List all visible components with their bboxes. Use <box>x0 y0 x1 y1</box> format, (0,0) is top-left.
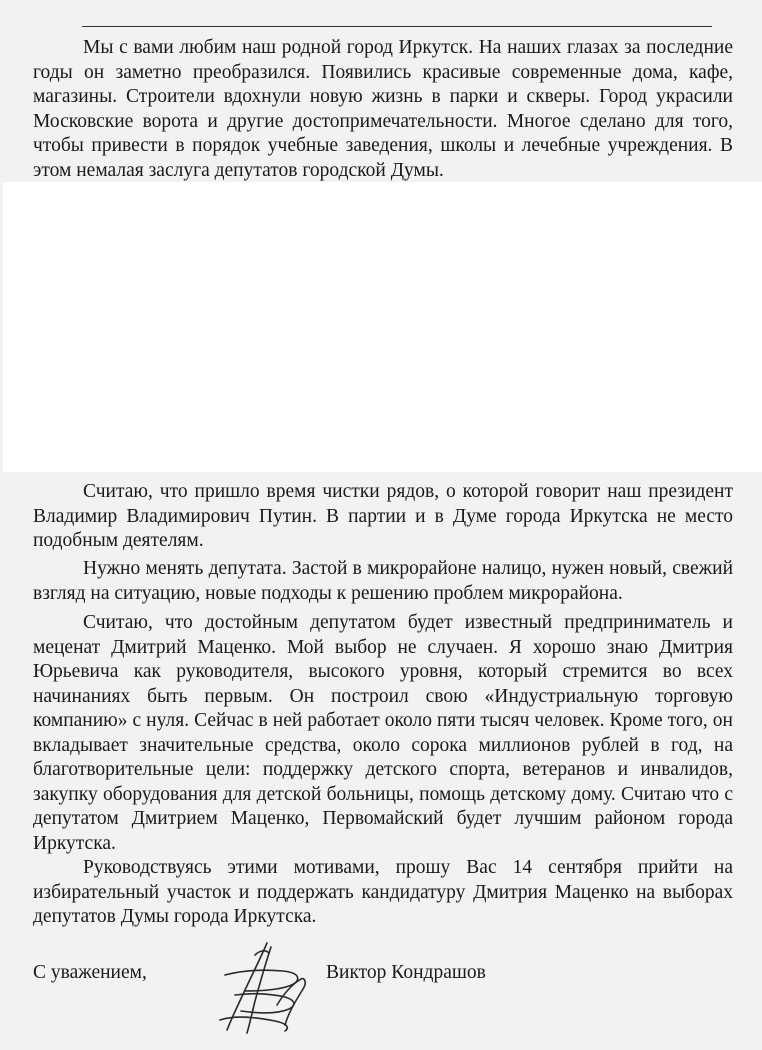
handwritten-signature <box>205 935 315 1040</box>
signer-name: Виктор Кондрашов <box>326 962 486 983</box>
closing-salutation: С уважением, <box>33 962 147 983</box>
top-divider <box>82 26 712 27</box>
paragraph-change-deputy: Нужно менять депутата. Застой в микрорайоне налицо, нужен новый, свежий взгляд на ситуацию, новые подходы к решению проблем микрорайона. <box>33 558 733 604</box>
paragraph-appeal: Руководствуясь этими мотивами, прошу Вас 14 сентября прийти на избирательный участок и поддержать кандидатуру Дмитрия Маценко на выборах депутатов Думы города Иркутска. <box>33 857 733 927</box>
paragraph-intro: Мы с вами любим наш родной город Иркутск. На наших глазах за последние годы он заметно преобразился. Появились красивые современные дома, кафе, магазины. Строители вдохнули новую жизнь в парки и скверы. Город украсили Московские ворота и другие достопримечательности. Многое сделано для того, чтобы привести в порядок учебные заведения, школы и лечебные учреждения. В этом немалая заслуга депутатов городской Думы. <box>33 37 733 181</box>
paragraph-candidate: Считаю, что достойным депутатом будет известный предприниматель и меценат Дмитрий Маценко. Мой выбор не случаен. Я хорошо знаю Дмитрия Юрьевича как руководителя, высокого уровня, который стремится во всех начинаниях быть первым. Он построил свою «Индустриальную торговую компанию» с нуля. Сейчас в ней работает около пяти тысяч человек. Кроме того, он вкладывает значительные средства, около сорока миллионов рублей в год, на благотворительные цели: поддержку детского спорта, ветеранов и инвалидов, закупку оборудования для детской больницы, помощь детскому дому. Считаю что с депутатом Дмитрием Маценко, Первомайский будет лучшим районом города Иркутска. <box>33 612 733 854</box>
paragraph-cleanup: Считаю, что пришло время чистки рядов, о которой говорит наш президент Владимир Владимирович Путин. В партии и в Думе города Иркутска не место подобным деятелям. <box>33 481 733 551</box>
redacted-block <box>3 182 762 472</box>
